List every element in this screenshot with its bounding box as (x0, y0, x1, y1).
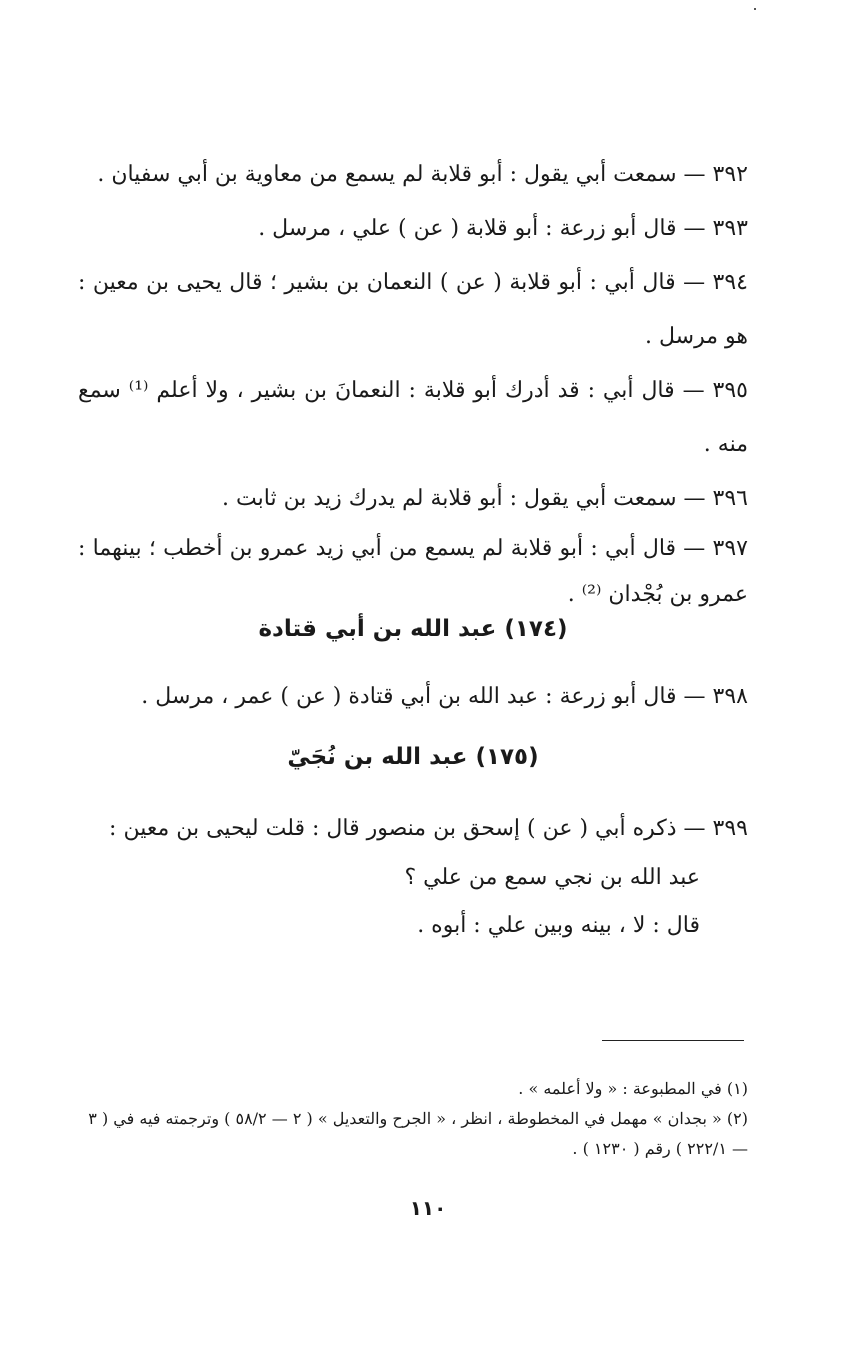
entry-394: ٣٩٤ — قال أبي : أبو قلابة ( عن ) النعمان بن بشير ؛ قال يحيى بن معين : هو مرسل . (78, 270, 748, 349)
entry-399: ٣٩٩ — ذكره أبي ( عن ) إسحق بن منصور قال : قلت ليحيى بن معين : (109, 816, 748, 841)
entry-399-question: عبد الله بن نجي سمع من علي ؟ (404, 865, 700, 890)
section-heading-174: (١٧٤) عبد الله بن أبي قتادة (258, 616, 568, 642)
footnote-separator (602, 1040, 744, 1041)
entry-395: ٣٩٥ — قال أبي : قد أدرك أبو قلابة : النعمانَ بن بشير ، ولا أعلم ⁽¹⁾ سمع منه . (78, 378, 748, 457)
entry-392: ٣٩٢ — سمعت أبي يقول : أبو قلابة لم يسمع من معاوية بن أبي سفيان . (97, 162, 748, 187)
page-number: ١١٠ (409, 1196, 447, 1220)
footnote-1: (١) في المطبوعة : « ولا أعلمه » . (518, 1079, 748, 1098)
footnotes (76, 1074, 748, 1164)
entry-398: ٣٩٨ — قال أبو زرعة : عبد الله بن أبي قتادة ( عن ) عمر ، مرسل . (141, 684, 748, 709)
entry-397: ٣٩٧ — قال أبي : أبو قلابة لم يسمع من أبي زيد عمرو بن أخطب ؛ بينهما : عمرو بن بُجْدان ⁽²⁾ . (78, 536, 748, 607)
entry-399-block (78, 804, 748, 950)
footnote-2: (٢) « بجدان » مهمل في المخطوطة ، انظر ، « الجرح والتعديل » ( ٢ — ٥٨/٢ ) وترجمته فيه في ( ٣ — ٢٢٢/١ ) رقم ( ١٢٣٠ ) . (88, 1109, 748, 1158)
scan-speck (754, 8, 756, 10)
entry-393: ٣٩٣ — قال أبو زرعة : أبو قلابة ( عن ) علي ، مرسل . (258, 216, 748, 241)
entry-396: ٣٩٦ — سمعت أبي يقول : أبو قلابة لم يدرك زيد بن ثابت . (222, 486, 748, 511)
entries-392-397 (78, 148, 748, 618)
entry-398-block (78, 670, 748, 724)
entry-399-answer: قال : لا ، بينه وبين علي : أبوه . (417, 913, 700, 938)
section-heading-175: (١٧٥) عبد الله بن نُجَيّ (287, 744, 539, 770)
